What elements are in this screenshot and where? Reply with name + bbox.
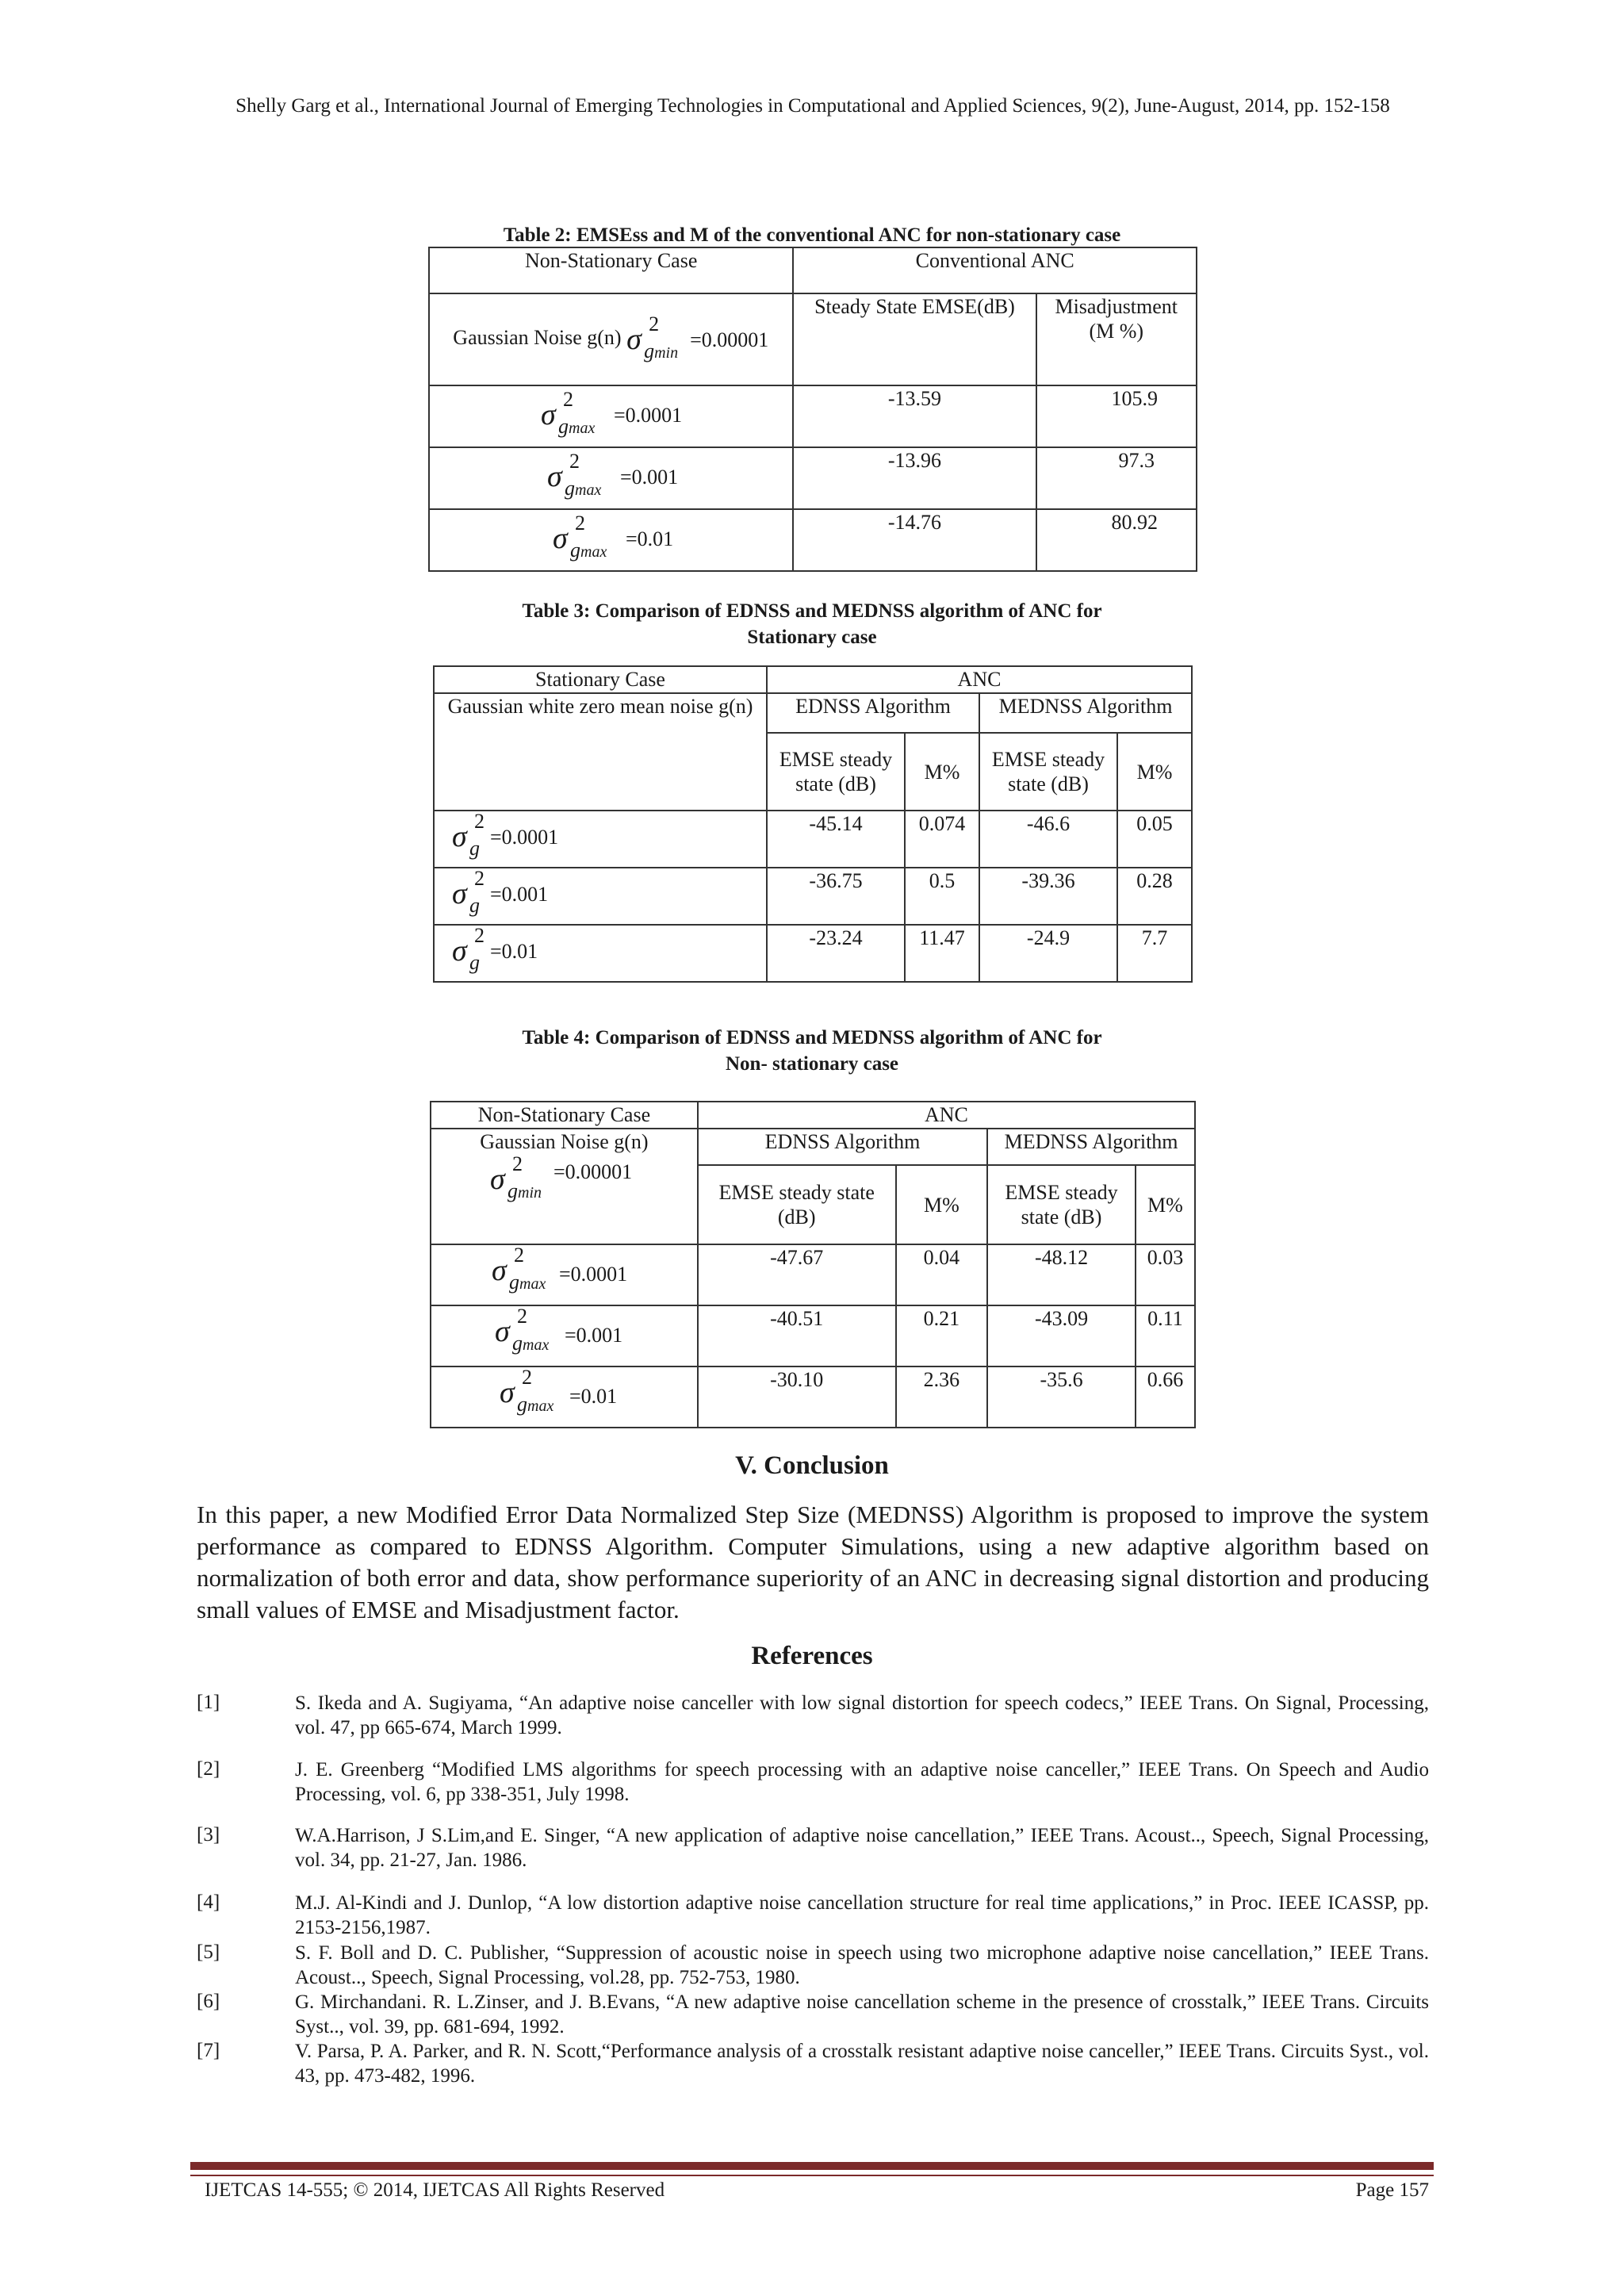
sigma-cell: σ 2 gmax =0.01 <box>431 1366 698 1428</box>
emse-value: -24.9 <box>979 925 1117 982</box>
reference-text: V. Parsa, P. A. Parker, and R. N. Scott,“Performance analysis of a crosstalk resistant adaptive noise canceller,” IEEE Trans. Circuits Syst., vol. 43, pp. 473-482, 1996. <box>295 2041 1429 2087</box>
m-value: 11.47 <box>905 925 979 982</box>
emse-value: -46.6 <box>979 811 1117 868</box>
m-value: 0.5 <box>905 868 979 925</box>
emse-value: -45.14 <box>767 811 905 868</box>
table-row <box>431 1366 1195 1428</box>
table3-m-subheader: M% <box>1117 733 1192 811</box>
table4-col2-header: ANC <box>698 1102 1195 1129</box>
m-value: 0.03 <box>1136 1244 1195 1305</box>
table2-caption: Table 2: EMSEss and M of the conventional ANC for non-stationary case <box>503 224 1121 246</box>
m-value: 7.7 <box>1117 925 1192 982</box>
reference-number: [3] <box>197 1824 220 1846</box>
emse-value: -13.96 <box>793 447 1036 509</box>
reference-text: S. Ikeda and A. Sugiyama, “An adaptive noise canceller with low signal distortion for speech codecs,” IEEE Trans. On Signal, Processing, vol. 47, pp 665-674, March 1999. <box>295 1692 1429 1738</box>
reference-text: G. Mirchandani. R. L.Zinser, and J. B.Evans, “A new adaptive noise cancellation scheme in the presence of crosstalk,” IEEE Trans. Circuits Syst.., vol. 39, pp. 681-694, 1992. <box>295 1991 1429 2037</box>
table2-noise-label: Gaussian Noise g(n) <box>453 325 622 349</box>
table4-noise-cell <box>431 1129 698 1244</box>
reference-text: W.A.Harrison, J S.Lim,and E. Singer, “A new application of adaptive noise cancellation,” IEEE Trans. Acoust.., Speech, Signal Processing, vol. 34, pp. 21-27, Jan. 1986. <box>295 1825 1429 1871</box>
sigma-cell: σ 2 gmax =0.01 <box>429 509 793 571</box>
table3-col2-header: ANC <box>767 666 1192 693</box>
reference-number: [4] <box>197 1892 220 1913</box>
m-value: 0.28 <box>1117 868 1192 925</box>
reference-number: [7] <box>197 2040 220 2061</box>
m-value: 97.3 <box>1036 447 1197 509</box>
table3-mednss-header: MEDNSS Algorithm <box>979 693 1192 733</box>
table4-emse-subheader: EMSE steady state (dB) <box>987 1165 1136 1244</box>
reference-number: [6] <box>197 1991 220 2012</box>
table2-col1-header: Non-Stationary Case <box>429 247 793 293</box>
table-row <box>429 385 1197 447</box>
table-row <box>431 1305 1195 1366</box>
m-value: 0.074 <box>905 811 979 868</box>
emse-value: -13.59 <box>793 385 1036 447</box>
table4-caption-line2: Non- stationary case <box>725 1053 899 1075</box>
table2-misadj-header: Misadjustment (M %) <box>1036 293 1197 385</box>
table3-caption-line1: Table 3: Comparison of EDNSS and MEDNSS algorithm of ANC for <box>522 600 1102 622</box>
table-row <box>429 447 1197 509</box>
sigma-cell: σ 2 gmax =0.0001 <box>431 1244 698 1305</box>
table3-col1-header: Stationary Case <box>434 666 767 693</box>
table4-m-subheader: M% <box>1136 1165 1195 1244</box>
table4-m-subheader: M% <box>896 1165 988 1244</box>
m-value: 2.36 <box>896 1366 988 1428</box>
table4 <box>430 1101 1196 1428</box>
table4-ednss-header: EDNSS Algorithm <box>698 1129 987 1165</box>
sigma-cell: σ 2 gmax =0.001 <box>429 447 793 509</box>
sigma-cell: σ 2 g =0.01 <box>434 925 767 982</box>
conclusion-paragraph: In this paper, a new Modified Error Data Normalized Step Size (MEDNSS) Algorithm is proposed to improve the system performance as compared to EDNSS Algorithm. Computer Simulations, using a new adaptive algorithm based on normalization of both error and data, show performance superiority of an ANC in decreasing signal distortion and producing small values of EMSE and Misadjustment factor. <box>197 1501 1429 1623</box>
reference-text: J. E. Greenberg “Modified LMS algorithms for speech processing with an adaptive noise canceller,” IEEE Trans. On Speech and Audio Processing, vol. 6, pp 338-351, July 1998. <box>295 1759 1429 1805</box>
table3 <box>433 665 1193 983</box>
table3-emse-subheader: EMSE steady state (dB) <box>767 733 905 811</box>
table-row <box>431 1244 1195 1305</box>
emse-value: -14.76 <box>793 509 1036 571</box>
sigma-min: σ 2 gmin =0.00001 <box>490 1152 633 1202</box>
table2 <box>428 247 1197 572</box>
page-number: Page 157 <box>1355 2179 1429 2201</box>
table3-emse-subheader: EMSE steady state (dB) <box>979 733 1117 811</box>
sigma-cell: σ 2 g =0.001 <box>434 868 767 925</box>
emse-value: -40.51 <box>698 1305 896 1366</box>
emse-value: -30.10 <box>698 1366 896 1428</box>
footer-rule-thin <box>190 2175 1434 2176</box>
table-row <box>429 509 1197 571</box>
table3-caption-line2: Stationary case <box>747 627 877 648</box>
reference-text: M.J. Al-Kindi and J. Dunlop, “A low distortion adaptive noise cancellation structure for real time applications,” in Proc. IEEE ICASSP, pp. 2153-2156,1987. <box>295 1892 1429 1938</box>
table2-noise-cell <box>429 293 793 385</box>
emse-value: -47.67 <box>698 1244 896 1305</box>
emse-value: -35.6 <box>987 1366 1136 1428</box>
reference-number: [1] <box>197 1692 220 1713</box>
reference-number: [2] <box>197 1758 220 1780</box>
m-value: 0.05 <box>1117 811 1192 868</box>
running-header: Shelly Garg et al., International Journal of Emerging Technologies in Computational and Applied Sciences, 9(2), June-August, 2014, pp. 152-158 <box>236 95 1390 117</box>
m-value: 0.11 <box>1136 1305 1195 1366</box>
m-value: 0.66 <box>1136 1366 1195 1428</box>
table4-col1-header: Non-Stationary Case <box>431 1102 698 1129</box>
table3-noise-label: Gaussian white zero mean noise g(n) <box>434 693 767 811</box>
conclusion-heading: V. Conclusion <box>735 1451 889 1480</box>
sigma-cell: σ 2 gmax =0.0001 <box>429 385 793 447</box>
emse-value: -23.24 <box>767 925 905 982</box>
m-value: 80.92 <box>1036 509 1197 571</box>
references-heading: References <box>751 1642 873 1670</box>
emse-value: -39.36 <box>979 868 1117 925</box>
sigma-cell: σ 2 gmax =0.001 <box>431 1305 698 1366</box>
reference-text: S. F. Boll and D. C. Publisher, “Suppression of acoustic noise in speech using two microphone adaptive noise cancellation,” IEEE Trans. Acoust.., Speech, Signal Processing, vol.28, pp. 752-753, 1980. <box>295 1942 1429 1988</box>
table3-ednss-header: EDNSS Algorithm <box>767 693 979 733</box>
m-value: 105.9 <box>1036 385 1197 447</box>
footer-copyright: IJETCAS 14-555; © 2014, IJETCAS All Rights Reserved <box>205 2179 665 2201</box>
sigma-min: σ 2 gmin =0.00001 <box>626 312 769 362</box>
emse-value: -43.09 <box>987 1305 1136 1366</box>
table4-mednss-header: MEDNSS Algorithm <box>987 1129 1195 1165</box>
m-value: 0.04 <box>896 1244 988 1305</box>
sigma-cell: σ 2 g =0.0001 <box>434 811 767 868</box>
table-row <box>434 811 1192 868</box>
table-row <box>434 868 1192 925</box>
table3-m-subheader: M% <box>905 733 979 811</box>
table4-caption-line1: Table 4: Comparison of EDNSS and MEDNSS algorithm of ANC for <box>522 1027 1102 1048</box>
table2-emse-header: Steady State EMSE(dB) <box>793 293 1036 385</box>
table2-col2-header: Conventional ANC <box>793 247 1197 293</box>
reference-number: [5] <box>197 1941 220 1963</box>
emse-value: -48.12 <box>987 1244 1136 1305</box>
table4-noise-label: Gaussian Noise g(n) <box>480 1130 649 1153</box>
footer-rule <box>190 2162 1434 2170</box>
table4-emse-subheader: EMSE steady state (dB) <box>698 1165 896 1244</box>
emse-value: -36.75 <box>767 868 905 925</box>
table-row <box>434 925 1192 982</box>
m-value: 0.21 <box>896 1305 988 1366</box>
